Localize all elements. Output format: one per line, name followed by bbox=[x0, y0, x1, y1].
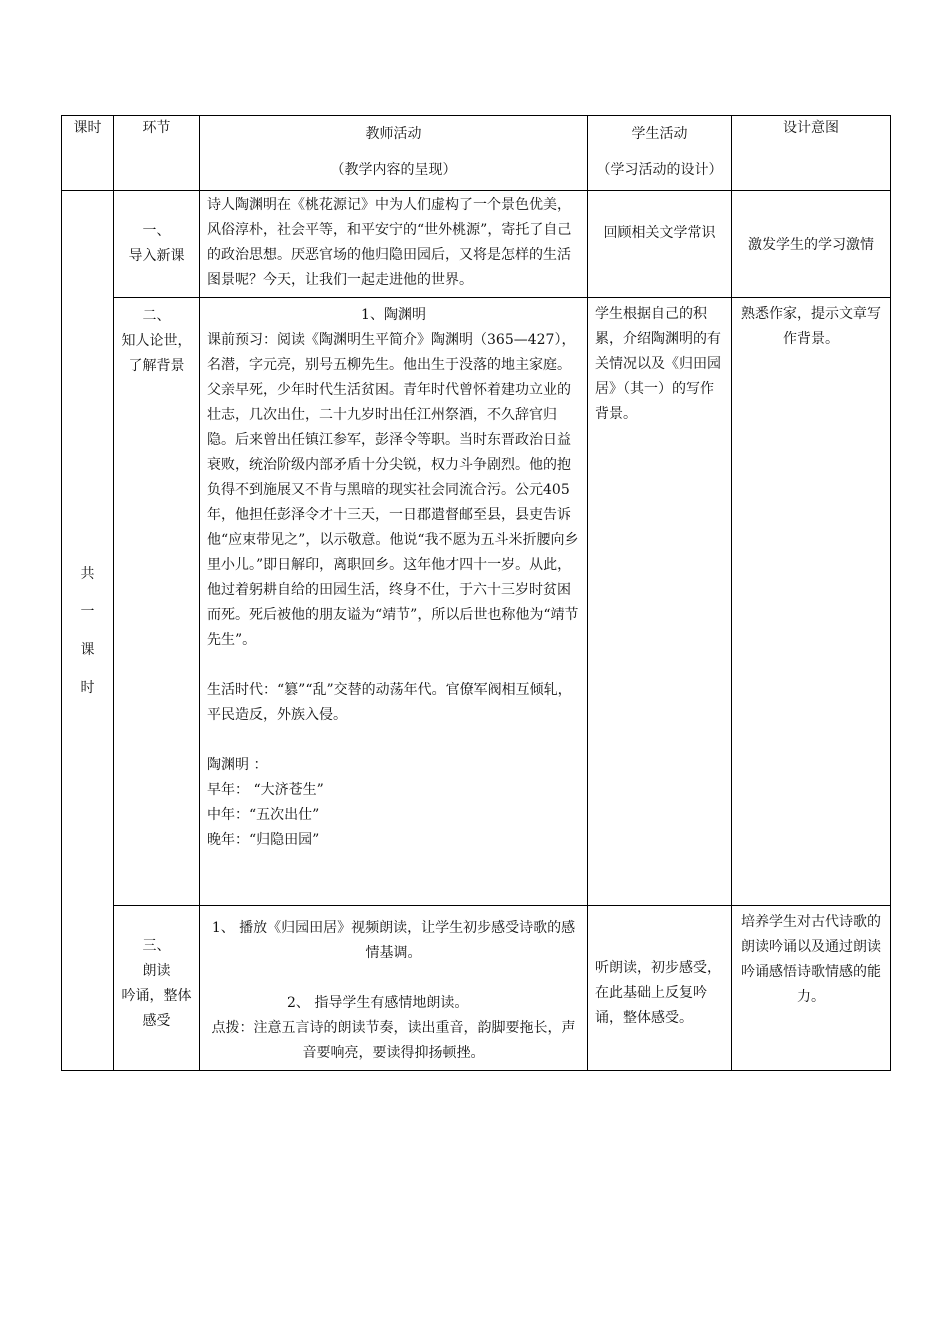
design-intent-cell bbox=[732, 298, 891, 906]
teacher-activity-cell bbox=[200, 191, 588, 298]
student-activity-cell bbox=[588, 298, 732, 906]
header-row bbox=[62, 116, 891, 191]
student-activity-cell bbox=[588, 191, 732, 298]
header-teacher-title: 教师活动 bbox=[365, 126, 422, 142]
teacher-bio-text: 课前预习：阅读《陶渊明生平简介》陶渊明（365—427），名潜，字元亮，别号五柳先生。他出生于没落的地主家庭。父亲早死，少年时代生活贫困。青年时代曾怀着建功立业的壮志，几次出仕，二十九岁时出任江州祭酒，不久辞官归隐。后来曾出任镇江参军，彭泽令等职。当时东晋政治日益衰败，统治阶级内部矛盾十分尖锐，权力斗争剧烈。他的抱负得不到施展又不肯与黑暗的现实社会同流合污。公元405年，他担任彭泽令才十三天，一日郡遣督邮至县，县吏告诉他“应束带见之”，以示敬意。他说“我不愿为五斗米折腰向乡里小儿。”即日解印，离职回乡。这年他才四十一岁。从此，他过着躬耕自给的田园生活，终身不仕，于六十三岁时贫困而死。死后被他的朋友谥为“靖节”，所以后世也称他为“靖节先生”。 bbox=[207, 332, 579, 648]
teacher-stage-middle: 中年：“五次出仕” bbox=[207, 807, 320, 823]
header-design-intent: 设计意图 bbox=[732, 116, 891, 191]
teacher-tip: 点拨：注意五言诗的朗读节奏，读出重音，韵脚要拖长，声音要响亮，要读得抑扬顿挫。 bbox=[211, 1020, 576, 1061]
table-row bbox=[62, 906, 891, 1071]
design-intent-text: 熟悉作家，提示文章写作背景。 bbox=[741, 306, 881, 347]
student-activity-cell bbox=[588, 906, 732, 1071]
teacher-stage-late: 晚年：“归隐田园” bbox=[207, 832, 320, 848]
teacher-intro-text: 诗人陶渊明在《桃花源记》中为人们虚构了一个景色优美，风俗淳朴，社会平等，和平安宁的“世外桃源”，寄托了自己的政治思想。厌恶官场的他归隐田园后，又将是怎样的生活图景呢？今天，让我们一起走进他的世界。 bbox=[207, 197, 572, 288]
design-intent-text: 培养学生对古代诗歌的朗读吟诵以及通过朗读吟诵感悟诗歌情感的能力。 bbox=[741, 914, 881, 1005]
header-period: 课时 bbox=[62, 116, 114, 191]
teacher-activity-cell bbox=[200, 906, 588, 1071]
lesson-plan-table bbox=[61, 115, 891, 1071]
step-title: 知人论世， bbox=[121, 333, 192, 349]
header-teacher-subtitle: （教学内容的呈现） bbox=[330, 162, 457, 178]
header-student-title: 学生活动 bbox=[631, 126, 688, 142]
step-cell bbox=[114, 298, 200, 906]
header-step: 环节 bbox=[114, 116, 200, 191]
student-activity-text: 回顾相关文学常识 bbox=[603, 225, 716, 241]
step-number: 三、 bbox=[142, 938, 171, 954]
step-cell bbox=[114, 906, 200, 1071]
student-activity-text: 学生根据自己的积累，介绍陶渊明的有关情况以及《归田园居》（其一）的写作背景。 bbox=[595, 306, 721, 422]
header-teacher-activity bbox=[200, 116, 588, 191]
step-title: 了解背景 bbox=[128, 358, 185, 374]
teacher-era-text: 生活时代：“篡”“乱”交替的动荡年代。官僚军阀相互倾轧，平民造反，外族入侵。 bbox=[207, 682, 572, 723]
period-cell bbox=[62, 191, 114, 1071]
step-title: 感受 bbox=[142, 1013, 171, 1029]
step-title: 导入新课 bbox=[128, 248, 185, 264]
teacher-stage-early: 早年： “大济苍生” bbox=[207, 782, 324, 798]
step-number: 一、 bbox=[142, 223, 171, 239]
design-intent-cell bbox=[732, 906, 891, 1071]
period-char: 课 bbox=[80, 641, 95, 658]
design-intent-text: 激发学生的学习激情 bbox=[748, 237, 874, 253]
design-intent-cell bbox=[732, 191, 891, 298]
step-number: 二、 bbox=[142, 308, 171, 324]
period-char: 时 bbox=[80, 679, 95, 696]
table-row bbox=[62, 298, 891, 906]
step-title: 朗读 bbox=[142, 963, 171, 979]
teacher-activity-cell bbox=[200, 298, 588, 906]
teacher-item-1: 1、 播放《归园田居》视频朗读，让学生初步感受诗歌的感情基调。 bbox=[211, 920, 576, 961]
period-char: 共 bbox=[80, 565, 95, 582]
table-row bbox=[62, 191, 891, 298]
teacher-section-title: 1、陶渊明 bbox=[361, 307, 426, 323]
student-activity-text: 听朗读，初步感受，在此基础上反复吟诵，整体感受。 bbox=[595, 960, 721, 1026]
period-char: 一 bbox=[80, 603, 95, 620]
header-student-activity bbox=[588, 116, 732, 191]
step-cell bbox=[114, 191, 200, 298]
teacher-name-label: 陶渊明 ： bbox=[207, 757, 268, 773]
teacher-item-2: 2、 指导学生有感情地朗读。 bbox=[287, 995, 469, 1011]
header-student-subtitle: （学习活动的设计） bbox=[596, 162, 723, 178]
step-title: 吟诵，整体 bbox=[121, 988, 192, 1004]
